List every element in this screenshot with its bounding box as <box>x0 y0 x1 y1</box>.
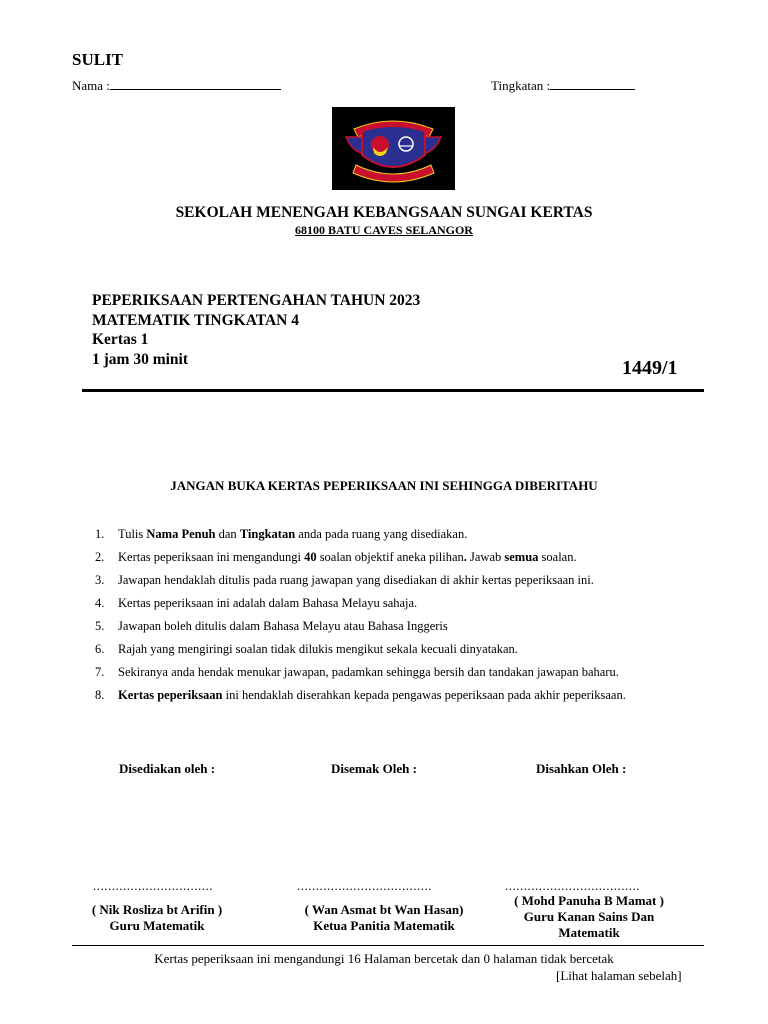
instruction-emphasis: 40 <box>304 550 317 564</box>
exam-paper: Kertas 1 <box>92 331 149 348</box>
instruction-item <box>95 526 725 549</box>
name-label: Nama : <box>72 78 110 93</box>
class-blank <box>550 77 635 90</box>
instruction-number: 5. <box>95 619 105 633</box>
warning-notice: JANGAN BUKA KERTAS PEPERIKSAAN INI SEHINGGA DIBERITAHU <box>170 478 598 493</box>
instruction-number: 1. <box>95 527 105 541</box>
instruction-text: Jawapan boleh ditulis dalam Bahasa Melayu atau Bahasa Inggeris <box>118 619 448 633</box>
instruction-number: 2. <box>95 550 105 564</box>
exam-duration: 1 jam 30 minit <box>92 351 189 368</box>
instruction-number: 6. <box>95 642 105 656</box>
signatory-role: Guru Kanan Sains Dan Matematik <box>523 909 655 940</box>
instruction-list <box>95 526 725 710</box>
instruction-text: Jawapan hendaklah ditulis pada ruang jawapan yang disediakan di akhir kertas peperiksaan ini. <box>118 573 594 587</box>
instruction-emphasis: semua <box>504 550 539 564</box>
instruction-item <box>95 641 725 664</box>
footer-divider <box>72 945 704 946</box>
instruction-number: 8. <box>95 688 105 702</box>
name-blank <box>110 77 281 90</box>
instruction-text: anda pada ruang yang disediakan. <box>295 527 468 541</box>
signatory-block <box>282 902 486 934</box>
instruction-text: Rajah yang mengiringi soalan tidak dilukis mengikut sekala kecuali dinyatakan. <box>118 642 518 656</box>
instruction-emphasis: Nama Penuh <box>146 527 216 541</box>
instruction-emphasis: Kertas peperiksaan <box>118 688 223 702</box>
instruction-text: Sekiranya anda hendak menukar jawapan, padamkan sehingga bersih dan tandakan jawapan baharu. <box>118 665 619 679</box>
instruction-text: Tulis <box>118 527 147 541</box>
signatory-role: Ketua Panitia Matematik <box>313 918 455 933</box>
school-crest-icon <box>332 107 455 190</box>
instruction-text: Kertas peperiksaan ini mengandungi <box>118 550 305 564</box>
signatory-block <box>72 902 242 934</box>
instruction-text: Kertas peperiksaan ini adalah dalam Bahasa Melayu sahaja. <box>118 596 418 610</box>
turn-page-note: [Lihat halaman sebelah] <box>556 968 682 983</box>
paper-code: 1449/1 <box>622 357 678 379</box>
signatory-name: ( Mohd Panuha B Mamat ) <box>514 893 664 908</box>
instruction-text: Jawab <box>466 550 505 564</box>
instruction-item <box>95 664 725 687</box>
prepared-by-heading: Disediakan oleh : <box>119 761 216 776</box>
instruction-text: soalan. <box>538 550 577 564</box>
exam-subject: MATEMATIK TINGKATAN 4 <box>92 312 299 329</box>
signatory-name: ( Wan Asmat bt Wan Hasan) <box>304 902 464 917</box>
name-field <box>72 77 281 94</box>
instruction-number: 7. <box>95 665 105 679</box>
signatory-name: ( Nik Rosliza bt Arifin ) <box>91 902 223 917</box>
instruction-number: 3. <box>95 573 105 587</box>
instruction-emphasis: . <box>463 550 467 564</box>
instruction-text: ini hendaklah diserahkan kepada pengawas peperiksaan pada akhir peperiksaan. <box>222 688 626 702</box>
instruction-item <box>95 687 725 710</box>
instruction-number: 4. <box>95 596 105 610</box>
signatory-block <box>494 893 684 941</box>
instruction-emphasis: Tingkatan <box>239 527 296 541</box>
school-name: SEKOLAH MENENGAH KEBANGSAAN SUNGAI KERTAS <box>175 204 593 221</box>
instruction-item <box>95 572 725 595</box>
instruction-item <box>95 549 725 572</box>
class-field <box>491 77 635 94</box>
approved-by-heading: Disahkan Oleh : <box>536 761 627 776</box>
school-address: 68100 BATU CAVES SELANGOR <box>295 223 473 237</box>
instruction-text: soalan objektif aneka pilihan <box>316 550 464 564</box>
instruction-item <box>95 595 725 618</box>
header-divider <box>82 389 704 392</box>
checked-by-heading: Disemak Oleh : <box>331 761 417 776</box>
class-label: Tingkatan : <box>491 78 551 93</box>
classification-label: SULIT <box>72 50 124 69</box>
signature-line: .................................... <box>297 878 432 893</box>
instruction-text: dan <box>215 527 240 541</box>
signature-line: .................................... <box>505 878 640 893</box>
page-count-note: Kertas peperiksaan ini mengandungi 16 Halaman bercetak dan 0 halaman tidak bercetak <box>154 951 614 966</box>
signature-line: ................................ <box>93 878 213 893</box>
signatory-role: Guru Matematik <box>109 918 205 933</box>
instruction-item <box>95 618 725 641</box>
exam-title: PEPERIKSAAN PERTENGAHAN TAHUN 2023 <box>92 292 421 309</box>
